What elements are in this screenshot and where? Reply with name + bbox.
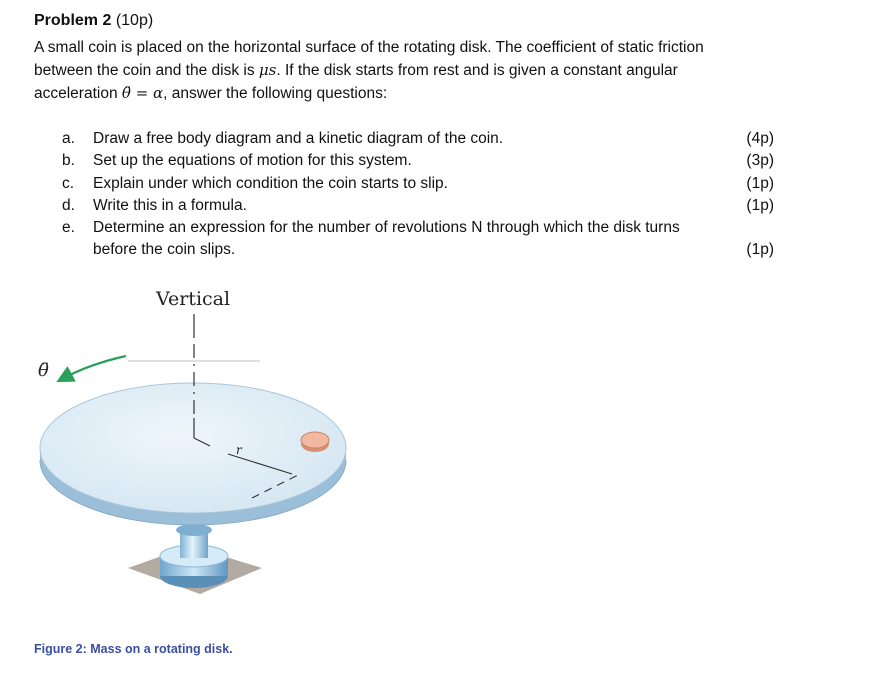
question-points: (1p) bbox=[746, 241, 774, 259]
vertical-label: Vertical bbox=[156, 288, 231, 310]
statement-line-3-end: , answer the following questions: bbox=[163, 85, 388, 102]
coin bbox=[301, 432, 329, 448]
question-points: (1p) bbox=[746, 196, 774, 214]
question-e bbox=[62, 217, 774, 262]
rotation-arrow bbox=[64, 356, 126, 378]
question-text: Set up the equations of motion for this system. bbox=[93, 152, 412, 170]
question-text-continued: before the coin slips. bbox=[93, 241, 236, 259]
question-d bbox=[62, 195, 774, 217]
question-text: Write this in a formula. bbox=[93, 196, 247, 214]
question-letter: e. bbox=[62, 219, 75, 237]
question-points: (4p) bbox=[746, 130, 774, 147]
question-letter: b. bbox=[62, 152, 75, 170]
question-text: Explain under which condition the coin starts to slip. bbox=[93, 174, 448, 192]
problem-statement bbox=[34, 36, 784, 105]
statement-line-3 bbox=[34, 82, 784, 105]
disk-top bbox=[40, 383, 346, 513]
rotating-disk-figure bbox=[30, 278, 380, 638]
figure-caption: Figure 2: Mass on a rotating disk. bbox=[34, 642, 233, 656]
question-list bbox=[62, 128, 774, 262]
radius-label: r bbox=[236, 443, 242, 457]
question-points: (1p) bbox=[746, 174, 774, 192]
question-letter: a. bbox=[62, 130, 75, 147]
question-points: (3p) bbox=[746, 152, 774, 170]
question-b bbox=[62, 150, 774, 172]
question-c bbox=[62, 173, 774, 195]
question-text: Determine an expression for the number of revolutions N through which the disk turns bbox=[93, 219, 680, 237]
friction-coefficient-symbol: μs bbox=[258, 61, 277, 79]
statement-line-2 bbox=[34, 59, 784, 82]
problem-title: Problem 2 bbox=[34, 12, 112, 29]
question-letter: c. bbox=[62, 174, 75, 192]
statement-line-2-start: between the coin and the disk is bbox=[34, 62, 255, 79]
statement-line-2-end: . If the disk starts from rest and is given a constant angular bbox=[276, 62, 678, 79]
statement-line-3-start: acceleration bbox=[34, 85, 118, 102]
statement-line-1: A small coin is placed on the horizontal surface of the rotating disk. The coefficient of static friction bbox=[34, 39, 704, 56]
question-letter: d. bbox=[62, 196, 75, 214]
question-a bbox=[62, 128, 774, 150]
problem-points: (10p) bbox=[115, 12, 154, 29]
angular-acceleration-equation: θ̈ = α bbox=[121, 84, 164, 102]
question-text: Draw a free body diagram and a kinetic diagram of the coin. bbox=[93, 130, 504, 147]
problem-heading bbox=[34, 12, 153, 30]
theta-ddot-label: θ̈ bbox=[38, 360, 49, 381]
post-collar bbox=[176, 524, 212, 536]
